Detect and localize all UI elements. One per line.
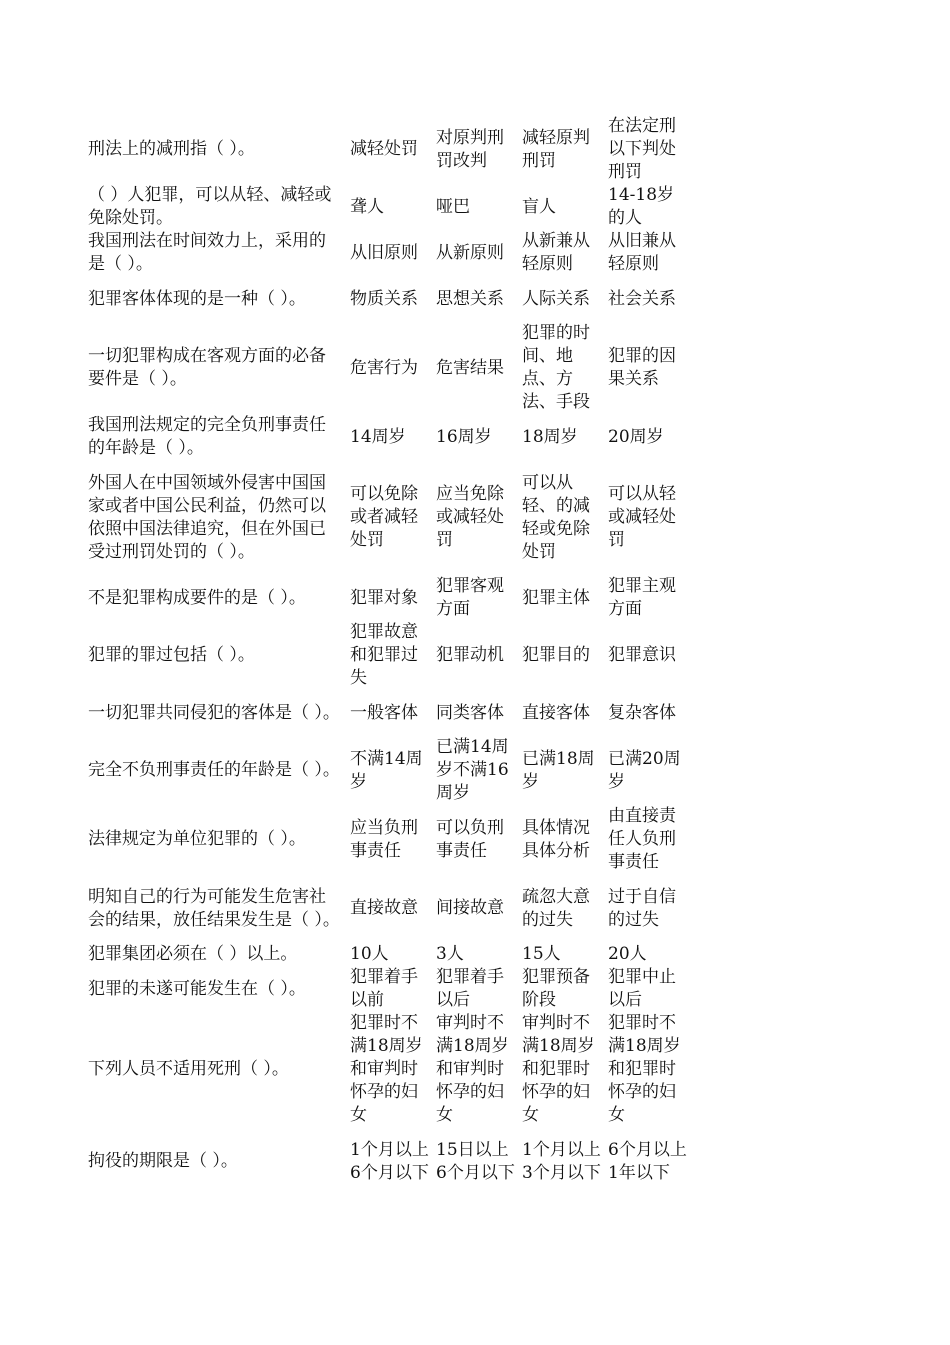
option-a: 不满14周岁 — [350, 748, 423, 792]
question-row — [88, 621, 690, 690]
option-a: 物质关系 — [350, 288, 418, 309]
option-b: 思想关系 — [436, 288, 504, 309]
option-b: 16周岁 — [436, 426, 492, 447]
option-a: 犯罪故意和犯罪过失 — [350, 622, 418, 688]
question-row — [88, 736, 690, 805]
question-row — [88, 690, 690, 736]
option-c: 疏忽大意的过失 — [522, 886, 590, 930]
question-row — [88, 115, 690, 184]
option-a: 聋人 — [350, 196, 384, 217]
question-text: 下列人员不适用死刑（ ）。 — [88, 1059, 289, 1079]
question-text: 犯罪的罪过包括（ ）。 — [88, 645, 255, 665]
option-b: 可以负刑事责任 — [436, 817, 504, 861]
option-b: 对原判刑罚改判 — [436, 127, 504, 171]
option-a: 犯罪对象 — [350, 587, 418, 608]
question-text: 犯罪的未遂可能发生在（ ）。 — [88, 978, 306, 999]
option-d: 可以从轻或减轻处罚 — [608, 484, 676, 550]
option-a: 犯罪时不满18周岁和审判时怀孕的妇女 — [350, 1013, 423, 1125]
option-c: 审判时不满18周岁和犯罪时怀孕的妇女 — [522, 1013, 595, 1125]
option-d: 在法定刑以下判处刑罚 — [608, 116, 676, 182]
option-d: 14-18岁的人 — [608, 185, 675, 228]
option-c: 犯罪目的 — [522, 645, 590, 665]
option-a: 危害行为 — [350, 357, 418, 378]
option-c: 18周岁 — [522, 426, 578, 447]
question-text: （ ）人犯罪，可以从轻、减轻或免除处罚。 — [88, 185, 332, 228]
option-a: 从旧原则 — [350, 242, 418, 263]
question-text: 拘役的期限是（ ）。 — [88, 1151, 238, 1171]
option-b: 哑巴 — [436, 196, 470, 217]
question-text: 犯罪客体体现的是一种（ ）。 — [88, 288, 306, 309]
option-c: 减轻原判刑罚 — [522, 127, 590, 171]
option-b: 危害结果 — [436, 357, 504, 378]
question-text: 外国人在中国领域外侵害中国国家或者中国公民利益，仍然可以依照中国法律追究，但在外国已受过刑罚处罚的（ ）。 — [88, 472, 326, 562]
question-text: 我国刑法在时间效力上，采用的是（ ）。 — [88, 231, 326, 274]
question-text: 法律规定为单位犯罪的（ ）。 — [88, 829, 306, 849]
question-row — [88, 276, 690, 322]
option-b: 间接故意 — [436, 898, 504, 918]
option-b: 犯罪动机 — [436, 645, 504, 665]
question-text: 我国刑法规定的完全负刑事责任的年龄是（ ）。 — [88, 415, 326, 458]
option-c: 1个月以上3个月以下 — [522, 1139, 601, 1183]
option-a: 犯罪着手以前 — [350, 967, 418, 1010]
question-row — [88, 805, 690, 874]
option-c: 人际关系 — [522, 288, 590, 309]
option-c: 从新兼从轻原则 — [522, 231, 590, 274]
option-d: 20人 — [608, 944, 647, 964]
option-d: 20周岁 — [608, 426, 664, 447]
option-c: 具体情况具体分析 — [522, 817, 590, 861]
question-row — [88, 414, 690, 460]
option-d: 犯罪意识 — [608, 645, 676, 665]
option-c: 犯罪主体 — [522, 587, 590, 608]
option-c: 盲人 — [522, 196, 556, 217]
option-b: 犯罪客观方面 — [436, 576, 504, 619]
option-a: 一般客体 — [350, 702, 418, 723]
question-row — [88, 874, 690, 943]
question-row — [88, 966, 690, 1012]
question-row — [88, 1127, 690, 1196]
question-row — [88, 230, 690, 276]
option-d: 犯罪的因果关系 — [608, 346, 676, 389]
option-d: 已满20周岁 — [608, 748, 681, 792]
question-text: 一切犯罪构成在客观方面的必备要件是（ ）。 — [88, 346, 326, 389]
option-d: 犯罪中止以后 — [608, 967, 676, 1010]
option-a: 14周岁 — [350, 426, 406, 447]
option-d: 6个月以上1年以下 — [608, 1139, 687, 1183]
question-text: 不是犯罪构成要件的是（ ）。 — [88, 587, 306, 608]
option-d: 过于自信的过失 — [608, 886, 676, 930]
option-b: 犯罪着手以后 — [436, 967, 504, 1010]
option-d: 社会关系 — [608, 288, 676, 309]
option-c: 犯罪的时间、地点、方法、手段 — [522, 323, 590, 412]
question-row — [88, 460, 690, 575]
option-c: 已满18周岁 — [522, 748, 595, 792]
option-b: 应当免除或减轻处罚 — [436, 484, 504, 550]
question-text: 一切犯罪共同侵犯的客体是（ ）。 — [88, 702, 340, 723]
question-table — [88, 115, 690, 1196]
question-row — [88, 1012, 690, 1127]
option-c: 直接客体 — [522, 702, 590, 723]
option-b: 3人 — [436, 944, 464, 964]
option-d: 复杂客体 — [608, 702, 676, 723]
question-row — [88, 322, 690, 414]
option-d: 犯罪时不满18周岁和犯罪时怀孕的妇女 — [608, 1013, 681, 1125]
option-a: 10人 — [350, 944, 389, 964]
question-row — [88, 575, 690, 621]
option-a: 1个月以上6个月以下 — [350, 1139, 429, 1183]
question-row — [88, 943, 690, 966]
option-b: 已满14周岁不满16周岁 — [436, 737, 509, 803]
question-text: 犯罪集团必须在（ ）以上。 — [88, 944, 298, 964]
option-c: 犯罪预备阶段 — [522, 967, 590, 1010]
option-d: 从旧兼从轻原则 — [608, 231, 676, 274]
option-d: 由直接责任人负刑事责任 — [608, 806, 676, 872]
option-b: 同类客体 — [436, 702, 504, 723]
option-c: 可以从轻、的减轻或免除处罚 — [522, 472, 590, 562]
option-d: 犯罪主观方面 — [608, 576, 676, 619]
option-b: 15日以上6个月以下 — [436, 1139, 515, 1183]
question-text: 完全不负刑事责任的年龄是（ ）。 — [88, 760, 340, 780]
question-text: 刑法上的减刑指（ ）。 — [88, 139, 255, 159]
option-c: 15人 — [522, 944, 561, 964]
option-a: 应当负刑事责任 — [350, 817, 418, 861]
question-rows — [88, 115, 690, 1196]
question-row — [88, 184, 690, 230]
option-a: 可以免除或者减轻处罚 — [350, 484, 418, 550]
option-a: 直接故意 — [350, 898, 418, 918]
question-text: 明知自己的行为可能发生危害社会的结果，放任结果发生是（ ）。 — [88, 886, 340, 930]
option-b: 审判时不满18周岁和审判时怀孕的妇女 — [436, 1013, 509, 1125]
option-b: 从新原则 — [436, 242, 504, 263]
option-a: 减轻处罚 — [350, 139, 418, 159]
